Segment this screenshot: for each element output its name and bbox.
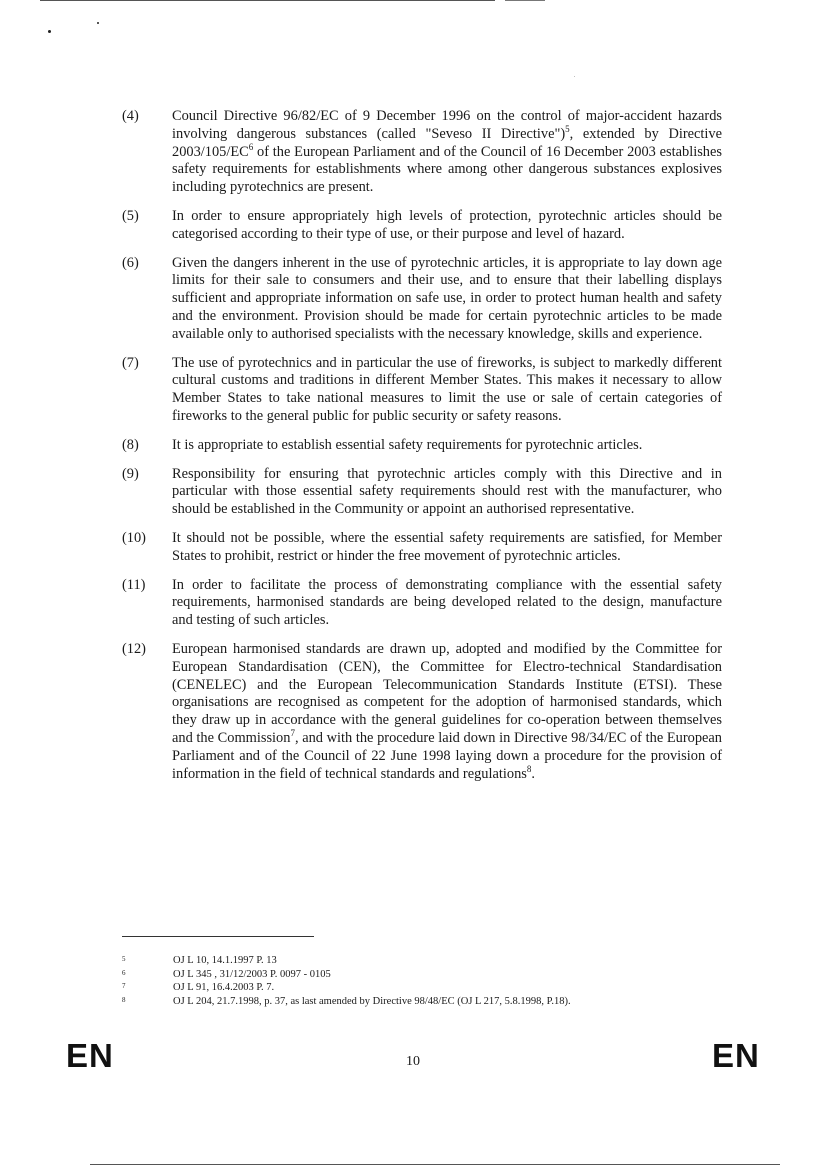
recital-text-segment: In order to facilitate the process of demonstrating compliance with the essential safety requirements, harmonised standards are being developed related to the design, manufacture and testing of such articles. [172, 576, 722, 629]
recital-paragraph [122, 437, 722, 455]
recital-number: (4) [122, 108, 139, 124]
recital-text [172, 530, 722, 566]
recital-text-segment: The use of pyrotechnics and in particular the use of fireworks, is subject to markedly different cultural customs and traditions in different Member States. This makes it necessary to allow Member States to take national measures to limit the use or sale of certain categories of fireworks to the general public for public security or safety reasons. [172, 354, 722, 424]
scan-speck [97, 22, 99, 24]
recital-number: (10) [122, 529, 146, 546]
footnotes [122, 954, 742, 1008]
recital-paragraph [122, 641, 722, 783]
recital-text-segment: In order to ensure appropriately high levels of protection, pyrotechnic articles should be categorised according to their type of use, or their purpose and level of hazard. [172, 207, 722, 242]
recital-text-segment: , and with the procedure laid down in Directive 98/34/EC of the European Parliament and of the Council of 22 June 1998 laying down a procedure for the provision of information in the field of technical standards and regulations [172, 729, 722, 782]
recital-number: (5) [122, 207, 139, 224]
recital-number: (7) [122, 354, 139, 371]
footnote-text: OJ L 204, 21.7.1998, p. 37, as last amended by Directive 98/48/EC (OJ L 217, 5.8.1998, P.18). [173, 995, 571, 1007]
scan-edge-line [90, 1164, 780, 1165]
recital-paragraph [122, 108, 722, 197]
recital-text [172, 355, 722, 426]
recital-paragraph [122, 208, 722, 244]
language-code-right: EN [712, 1037, 760, 1074]
recital-number: (12) [122, 640, 146, 657]
footnote-number: 7 [122, 982, 126, 991]
scan-speck [574, 76, 575, 77]
recital-paragraph [122, 577, 722, 630]
footnote-number: 8 [122, 995, 126, 1004]
scan-edge-line [40, 0, 495, 1]
footnote-text: OJ L 10, 14.1.1997 P. 13 [173, 955, 277, 966]
footnote-number: 5 [122, 955, 126, 963]
recital-text-segment: European harmonised standards are drawn up, adopted and modified by the Committee for European Standardisation (CEN), the Committee for Electro-technical Standardisation (CENELEC) and the European Telecommunication Standards Institute (ETSI). These organisations are recognised as competent for the adoption of harmonised standards, which they draw up in accordance with the general guidelines for co-operation between themselves and the Commission [172, 640, 722, 746]
recital-text [172, 208, 722, 244]
recital-text [172, 577, 722, 630]
footnote-number: 6 [122, 968, 126, 977]
footnote-reference: 6 [248, 141, 254, 152]
recital-text [172, 437, 722, 455]
recitals-list [122, 108, 722, 794]
recital-text-segment: Council Directive 96/82/EC of 9 December 1996 on the control of major-accident hazards involving dangerous substances (called "Seveso II Directive") [172, 108, 722, 142]
footnote-separator [122, 936, 314, 937]
recital-number: (9) [122, 465, 139, 482]
recital-text [172, 641, 722, 783]
recital-number: (8) [122, 436, 139, 453]
footnote [122, 968, 742, 982]
recital-paragraph [122, 255, 722, 344]
recital-paragraph [122, 466, 722, 519]
recital-text-segment: It should not be possible, where the essential safety requirements are satisfied, for Member States to prohibit, restrict or hinder the free movement of pyrotechnic articles. [172, 529, 722, 564]
recital-text-segment: of the European Parliament and of the Council of 16 December 2003 establishes safety requirements for establishments where among other dangerous substances explosives including pyrotechnics are present. [172, 143, 722, 196]
recital-text-segment: , extended by Directive 2003/105/EC [172, 125, 722, 160]
page-number: 10 [406, 1054, 420, 1069]
footnote-reference: 5 [565, 124, 570, 134]
footnote [122, 954, 742, 968]
footnote [122, 981, 742, 995]
footnote-text: OJ L 345 , 31/12/2003 P. 0097 - 0105 [173, 968, 331, 980]
recital-text-segment: It is appropriate to establish essential safety requirements for pyrotechnic articles. [172, 436, 643, 453]
recital-number: (11) [122, 576, 146, 593]
footnote-reference: 8 [526, 763, 532, 774]
recital-text-segment: Responsibility for ensuring that pyrotechnic articles comply with this Directive and in particular with those essential safety requirements should rest with the manufacturer, who should be established in the Community or appoint an authorised representative. [172, 465, 722, 518]
recital-number: (6) [122, 254, 139, 271]
scan-edge-line [505, 0, 545, 1]
recital-paragraph [122, 355, 722, 426]
recital-text [172, 108, 722, 197]
footnote [122, 995, 742, 1009]
recital-text-segment: . [531, 765, 535, 782]
scan-speck [48, 30, 51, 33]
footnote-text: OJ L 91, 16.4.2003 P. 7. [173, 982, 275, 994]
recital-text [172, 466, 722, 519]
recital-paragraph [122, 530, 722, 566]
language-code-left: EN [66, 1037, 114, 1074]
recital-text-segment: Given the dangers inherent in the use of pyrotechnic articles, it is appropriate to lay down age limits for their sale to consumers and their use, and to ensure that their labelling displays sufficient and appropriate information on safe use, in order to protect human health and safety and the environment. Provision should be made for certain pyrotechnic articles to be made available only to authorised specialists with the necessary knowledge, skills and experience. [172, 254, 722, 342]
recital-text [172, 255, 722, 344]
footnote-reference: 7 [290, 728, 295, 739]
